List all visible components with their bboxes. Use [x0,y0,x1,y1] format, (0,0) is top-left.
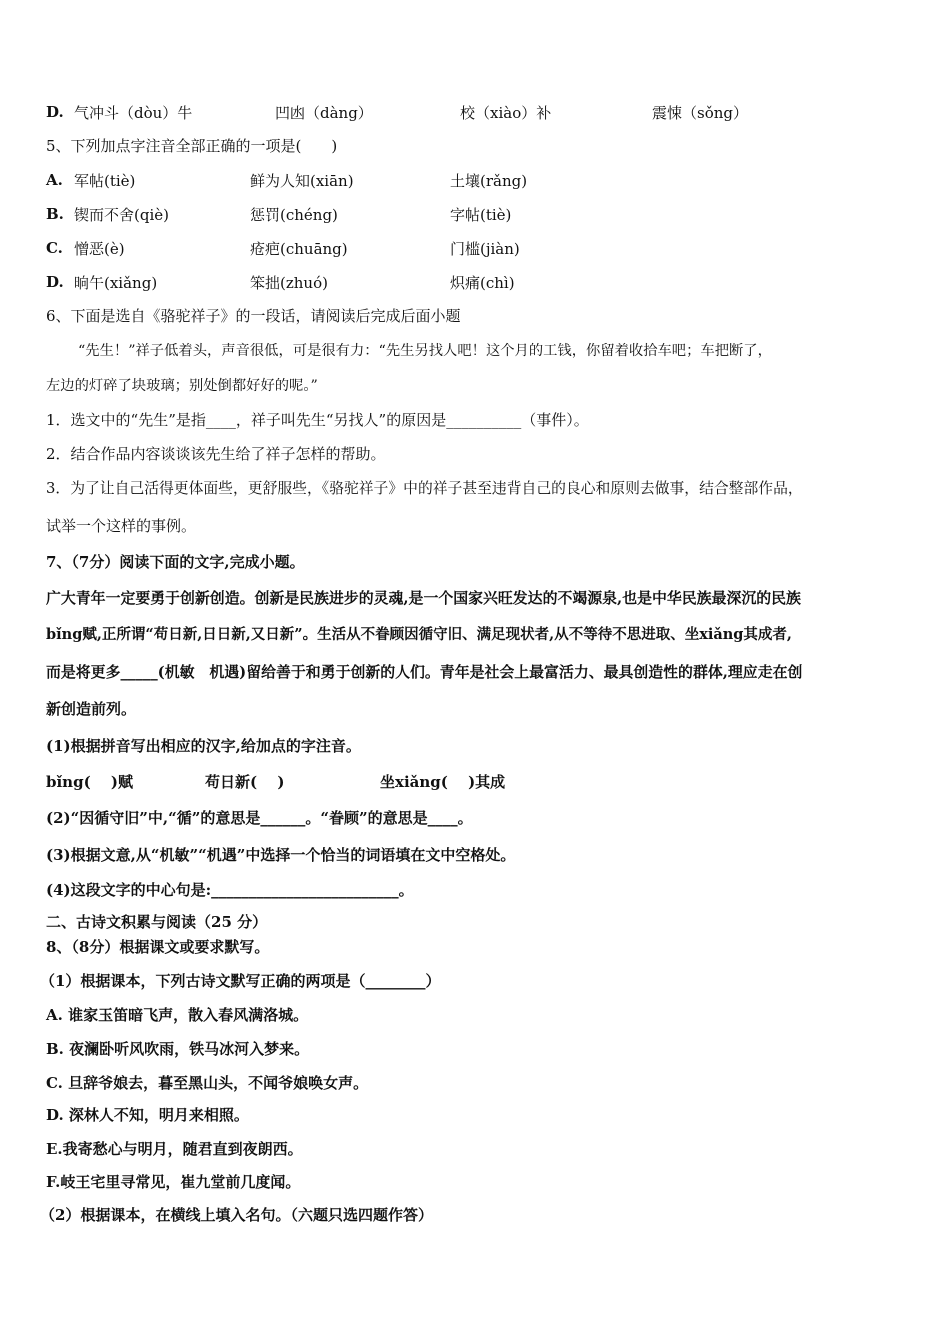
q6-passage-line-2: 左边的灯碎了块玻璃；别处倒都好好的呢。” [46,378,318,394]
q7-paragraph-line-3: 而是将更多_____(机敏 机遇)留给善于和勇于创新的人们。青年是社会上最富活力、最具创造性的群体,理应走在创 [46,663,803,681]
q5-a-item-1: 军帖(tiè) [74,172,136,190]
option-label: D. [46,103,64,121]
q6-sub-2: 2．结合作品内容谈谈该先生给了祥子怎样的帮助。 [46,445,386,463]
q6-sub-3-line-1: 3．为了让自己活得更体面些，更舒服些，《骆驼祥子》中的祥子甚至违背自己的良心和原则去做事，结合整部作品， [46,480,803,497]
q7-sub-1-item-2: 苟日新( ) [205,773,285,791]
q5-d-item-1: 晌午(xiǎng) [74,274,158,292]
q5-b-item-2: 惩罚(chéng) [250,206,338,224]
q5-c-item-3: 门槛(jiàn) [450,240,520,258]
q7-sub-4: (4)这段文字的中心句是:_________________________。 [46,881,414,899]
q6-stem: 6、下面是选自《骆驼祥子》的一段话，请阅读后完成后面小题 [46,307,461,325]
q7-stem: 7、（7分）阅读下面的文字,完成小题。 [46,553,305,571]
q5-a-item-2: 鲜为人知(xiān) [250,172,354,190]
q8-option-f: F.岐王宅里寻常见，崔九堂前几度闻。 [46,1173,301,1191]
q6-passage-line-1: “先生！”祥子低着头，声音很低，可是很有力：“先生另找人吧！这个月的工钱，你留着收拾车吧；车把断了， [78,343,772,359]
q4-d-item-3: 校（xiào）补 [460,104,552,122]
q5-d-item-2: 笨拙(zhuó) [250,274,328,292]
q7-sub-1: (1)根据拼音写出相应的汉字,给加点的字注音。 [46,737,361,755]
q8-stem: 8、（8分）根据课文或要求默写。 [46,938,270,956]
q7-sub-3: (3)根据文意,从“机敏”“机遇”中选择一个恰当的词语填在文中空格处。 [46,846,516,864]
q7-sub-1-item-1: bǐng( )赋 [46,773,133,791]
q5-d-item-3: 炽痛(chì) [450,274,515,292]
q5-option-d-label: D. [46,273,64,291]
q8-option-e: E.我寄愁心与明月，随君直到夜朗西。 [46,1140,303,1158]
q5-option-c-label: C. [46,239,63,257]
q8-option-c: C. 旦辞爷娘去，暮至黑山头，不闻爷娘唤女声。 [46,1074,369,1092]
q7-sub-2: (2)“因循守旧”中,“循”的意思是______。“眷顾”的意思是____。 [46,809,473,827]
q4-d-item-1: 气冲斗（dòu）牛 [74,104,193,122]
q4-d-item-4: 震悚（sǒng） [652,104,748,122]
q5-stem: 5、下列加点字注音全部正确的一项是( ) [46,137,338,155]
q5-b-item-3: 字帖(tiè) [450,206,512,224]
q5-c-item-2: 疮疤(chuāng) [250,240,348,258]
q5-a-item-3: 土壤(rǎng) [450,172,528,190]
q7-paragraph-line-1: 广大青年一定要勇于创新创造。创新是民族进步的灵魂,是一个国家兴旺发达的不竭源泉,也是中华民族最深沉的民族 [46,589,801,607]
q5-c-item-1: 憎恶(è) [74,240,125,258]
q7-sub-1-item-3: 坐xiǎng( )其成 [380,773,506,791]
section-2-title: 二、古诗文积累与阅读（25 分） [46,913,268,931]
q7-paragraph-line-4: 新创造前列。 [46,700,137,718]
q8-option-d: D. 深林人不知，明月来相照。 [46,1106,249,1124]
q8-option-a: A. 谁家玉笛暗飞声，散入春风满洛城。 [46,1006,309,1024]
q5-b-item-1: 锲而不舍(qiè) [74,206,169,224]
q8-sub-1: （1）根据课本，下列古诗文默写正确的两项是（________） [40,972,441,990]
q8-option-b: B. 夜澜卧听风吹雨，铁马冰河入梦来。 [46,1040,310,1058]
q5-option-a-label: A. [46,171,63,189]
q5-option-b-label: B. [46,205,64,223]
q6-sub-1: 1．选文中的“先生”是指____，祥子叫先生“另找人”的原因是__________（事件）。 [46,411,589,429]
q6-sub-3-line-2: 试举一个这样的事例。 [46,517,197,535]
q4-d-item-2: 凹凼（dàng） [275,104,373,122]
q4-option-d [46,102,64,122]
q8-sub-2: （2）根据课本，在横线上填入名句。（六题只选四题作答） [40,1206,433,1224]
q7-paragraph-line-2: bǐng赋,正所谓“苟日新,日日新,又日新”。生活从不眷顾因循守旧、满足现状者,从不等待不思进取、坐xiǎng其成者, [46,626,792,643]
